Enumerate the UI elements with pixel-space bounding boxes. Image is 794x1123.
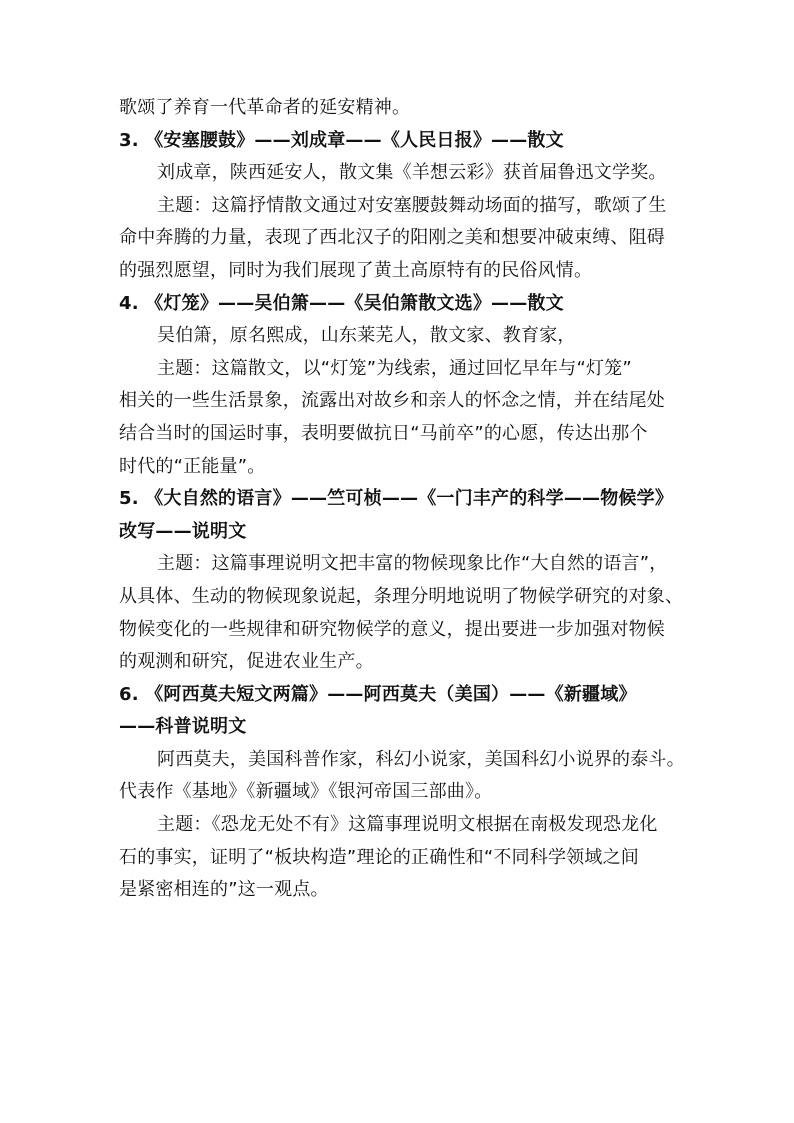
theme-line: 主题：这篇散文，以“灯笼”为线索，通过回忆早年与“灯笼” [157, 357, 632, 379]
text-line: 命中奔腾的力量，表现了西北汉子的阳刚之美和想要冲破束缚、阻碍 [119, 227, 665, 249]
section-heading-4: 4. 《灯笼》——吴伯箫——《吴伯箫散文选》——散文 [119, 292, 564, 314]
text-line: 时代的“正能量”。 [119, 455, 266, 477]
text-line: 的强烈愿望，同时为我们展现了黄土高原特有的民俗风情。 [119, 259, 593, 281]
document-page [119, 92, 693, 907]
theme-line: 主题：这篇事理说明文把丰富的物候现象比作“大自然的语言”， [157, 553, 668, 575]
section-heading-6: 6. 《阿西莫夫短文两篇》——阿西莫夫（美国）——《新疆域》 [119, 683, 637, 705]
author-intro-line: 阿西莫夫，美国科普作家，科幻小说家，美国科幻小说界的泰斗。 [157, 748, 685, 770]
author-intro-line: 刘成章，陕西延安人，散文集《羊想云彩》获首届鲁迅文学奖。 [157, 162, 667, 184]
section-heading-6-cont: ——科普说明文 [119, 716, 247, 738]
theme-line: 主题：《恐龙无处不有》这篇事理说明文根据在南极发现恐龙化 [157, 814, 658, 836]
text-line: 石的事实，证明了“板块构造”理论的正确性和“不同科学领域之间 [119, 846, 639, 868]
section-heading-5-cont: 改写——说明文 [119, 520, 247, 542]
section-heading-3: 3. 《安塞腰鼓》——刘成章——《人民日报》——散文 [119, 129, 564, 151]
text-line: 从具体、生动的物候现象说起，条理分明地说明了物候学研究的对象、 [119, 585, 684, 607]
author-intro-line: 吴伯箫，原名熙成，山东莱芜人，散文家、教育家， [157, 325, 576, 347]
text-line: 物候变化的一些规律和研究物候学的意义，提出要进一步加强对物候 [119, 618, 665, 640]
text-line: 代表作《基地》《新疆域》《银河帝国三部曲》。 [119, 781, 493, 803]
text-line: 相关的一些生活景象，流露出对故乡和亲人的怀念之情，并在结尾处 [119, 390, 665, 412]
text-line: 的观测和研究，促进农业生产。 [119, 651, 374, 673]
section-heading-5: 5. 《大自然的语言》——竺可桢——《一门丰产的科学——物候学》 [119, 488, 674, 510]
text-line: 结合当时的国运时事，表明要做抗日“马前卒”的心愿，传达出那个 [119, 422, 648, 444]
text-line: 是紧密相连的”这一观点。 [119, 879, 329, 901]
theme-line: 主题：这篇抒情散文通过对安塞腰鼓舞动场面的描写，歌颂了生 [157, 194, 667, 216]
text-line-1: 歌颂了养育一代革命者的延安精神。 [119, 97, 411, 118]
